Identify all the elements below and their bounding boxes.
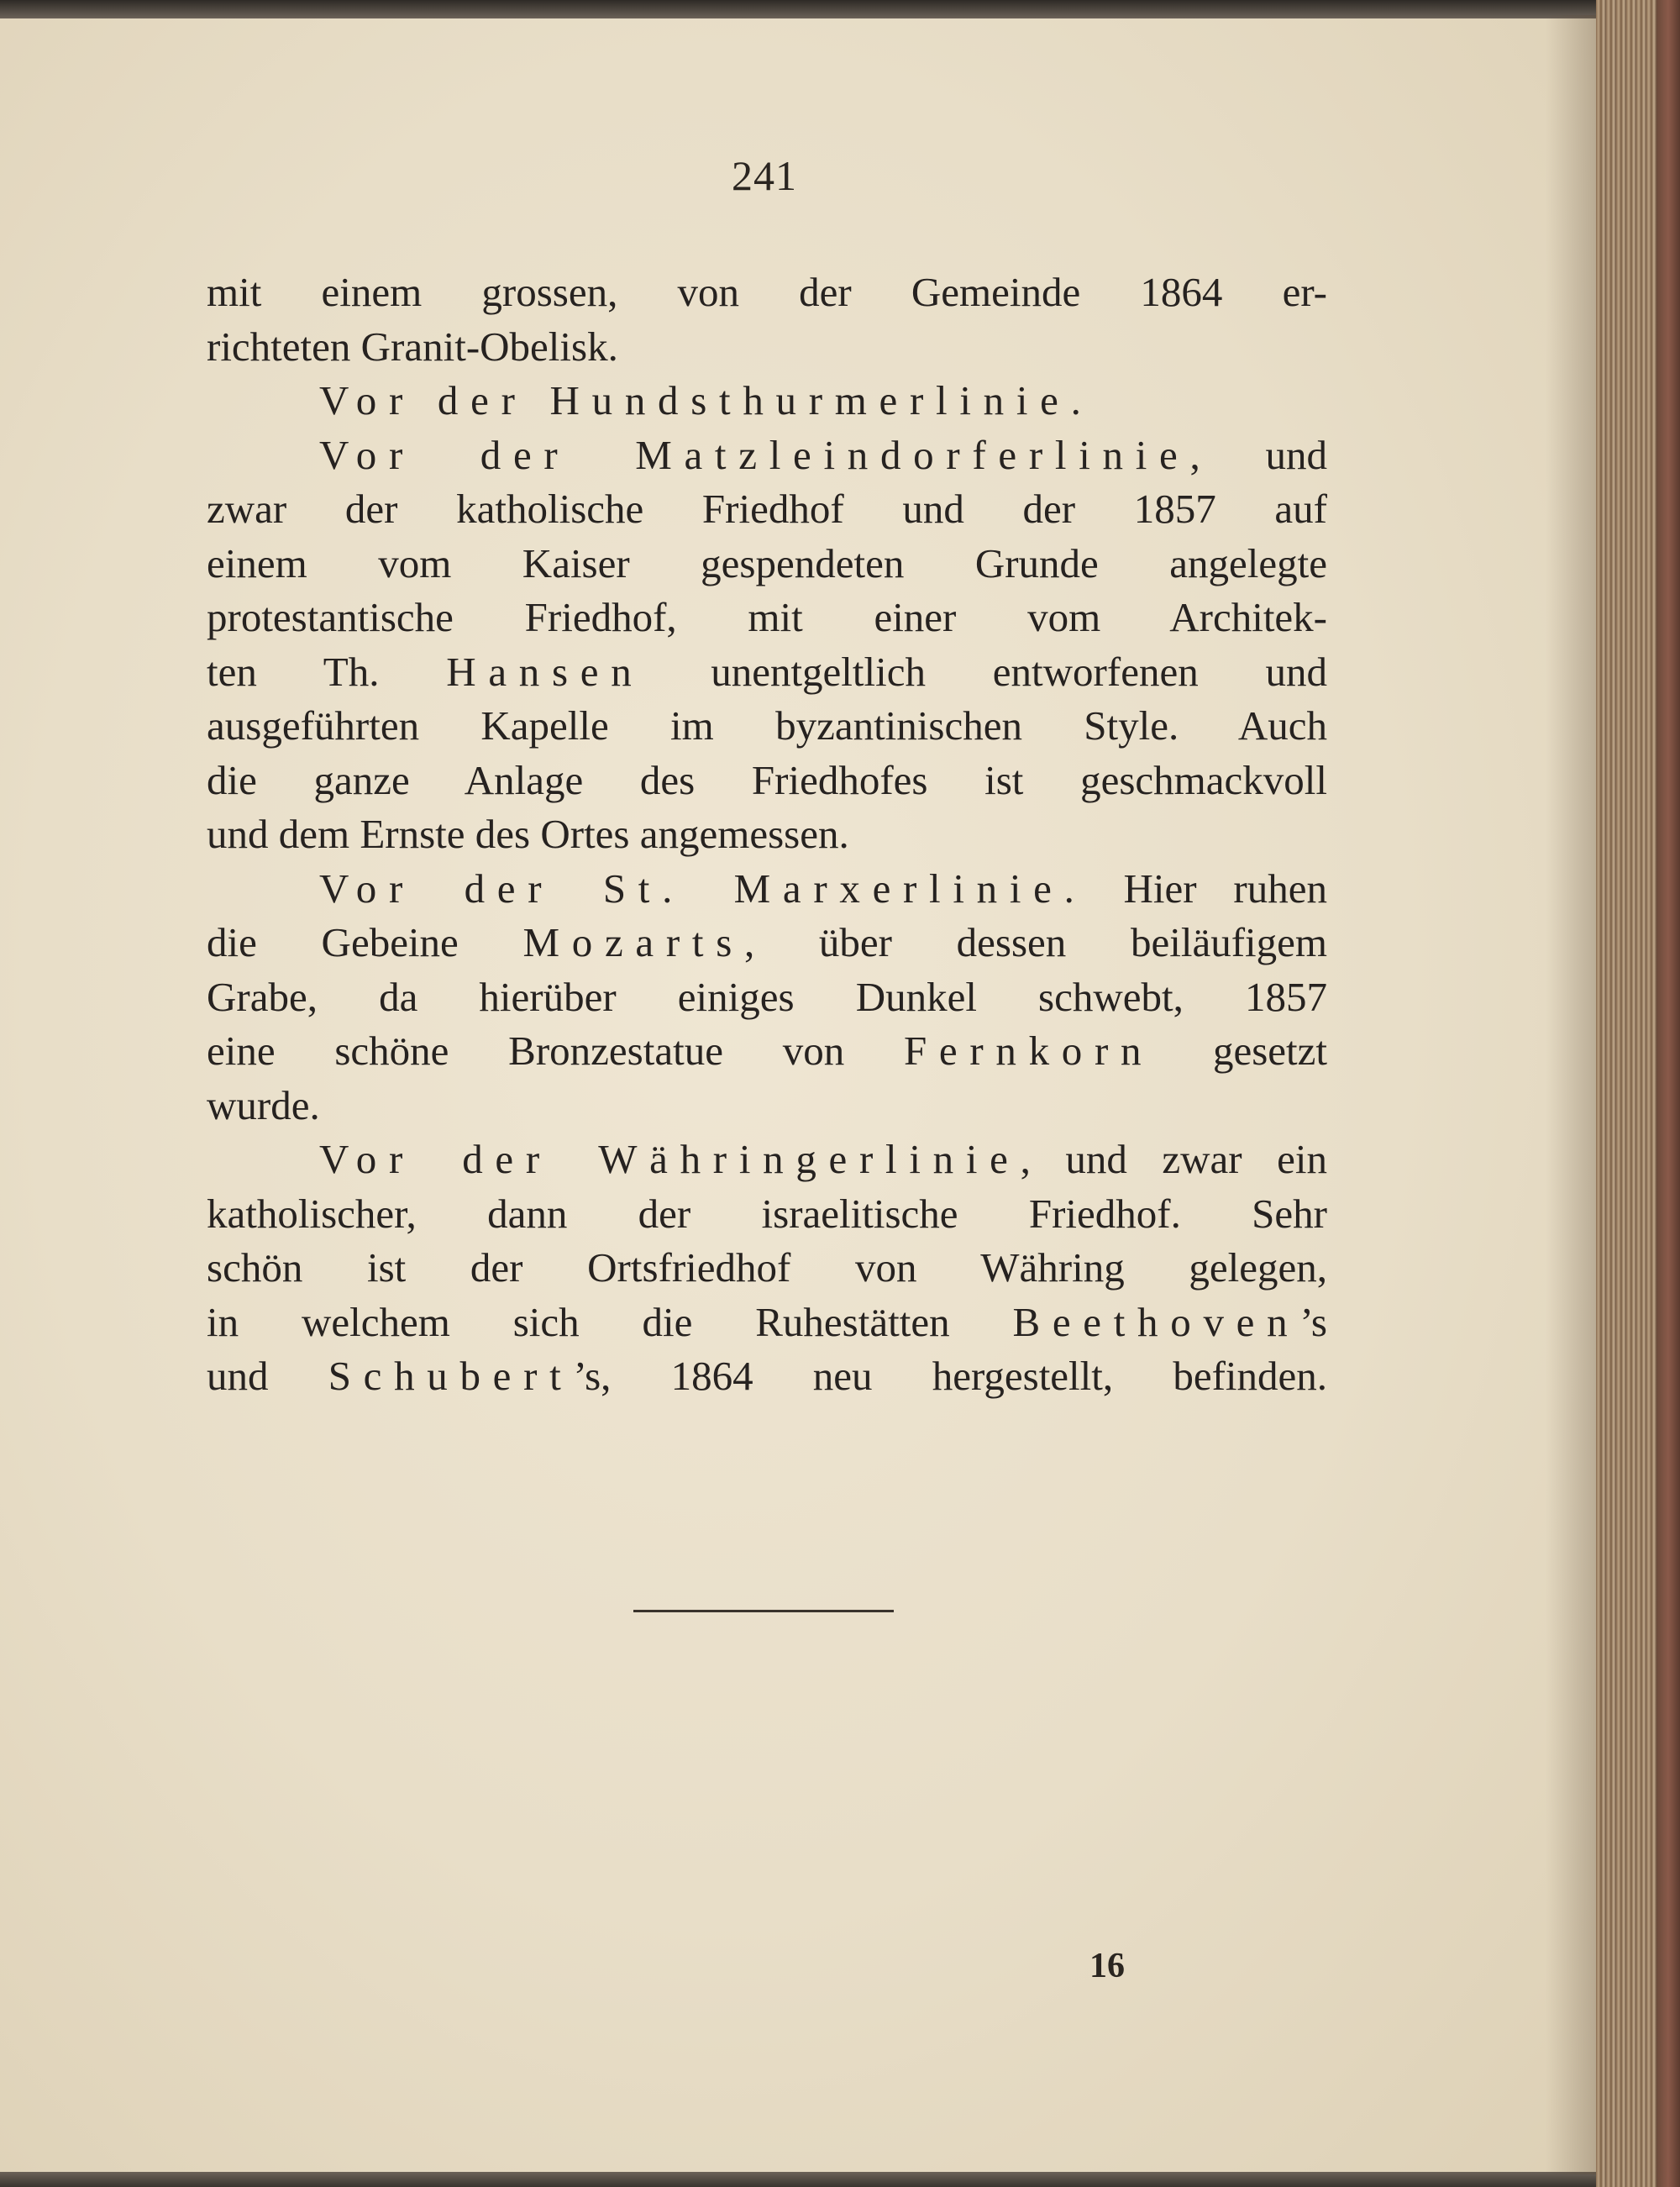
line-text: , über dessen beiläufigem xyxy=(743,919,1328,965)
body-text xyxy=(207,265,1327,1404)
line-text: richteten Granit-Obelisk. xyxy=(207,323,618,370)
spaced-name: Fernkorn xyxy=(903,1028,1154,1074)
line-text: wurde. xyxy=(207,1081,320,1128)
line-text: einem vom Kaiser gespendeten Grunde angelegte xyxy=(207,539,1327,586)
text-line xyxy=(207,374,1327,428)
text-line xyxy=(207,1349,1327,1404)
text-line xyxy=(207,970,1327,1025)
text-line xyxy=(207,428,1327,483)
text-line xyxy=(207,591,1327,645)
text-line xyxy=(207,807,1327,862)
text-line xyxy=(207,754,1327,808)
text-line xyxy=(207,265,1327,320)
spaced-name: Mozarts xyxy=(522,919,744,965)
page-number: 241 xyxy=(732,152,797,199)
line-text: schön ist der Ortsfriedhof von Währing gelegen, xyxy=(207,1244,1327,1291)
line-text: Grabe, da hierüber einiges Dunkel schwebt, 1857 xyxy=(207,973,1327,1020)
line-text: unentgeltlich entworfenen und xyxy=(643,648,1327,695)
line-text: Hier ruhen xyxy=(1086,865,1327,912)
line-text: ten Th. xyxy=(207,648,447,695)
line-text: protestantische Friedhof, mit einer vom Architek- xyxy=(207,594,1327,640)
section-end-rule xyxy=(633,1610,894,1612)
spaced-name: Beethoven xyxy=(1012,1298,1300,1345)
text-line xyxy=(207,1241,1327,1296)
line-text: ausgeführten Kapelle im byzantinischen Style. Auch xyxy=(207,702,1327,749)
line-text: ’s xyxy=(1299,1298,1327,1345)
top-edge xyxy=(0,0,1596,18)
line-text: die ganze Anlage des Friedhofes ist geschmackvoll xyxy=(207,756,1327,803)
line-text: und dem Ernste des Ortes angemessen. xyxy=(207,811,849,857)
line-text: eine schöne Bronzestatue von xyxy=(207,1028,904,1074)
spaced-name: Hansen xyxy=(446,648,644,695)
line-text: zwar der katholische Friedhof und der 1857 auf xyxy=(207,486,1327,532)
text-line xyxy=(207,482,1327,537)
text-line xyxy=(207,537,1327,591)
line-text: katholischer, dann der israelitische Friedhof. Sehr xyxy=(207,1190,1327,1237)
spaced-heading: Vor der St. Marxerlinie. xyxy=(319,865,1087,912)
line-text: gesetzt xyxy=(1153,1028,1328,1074)
line-text: mit einem grossen, von der Gemeinde 1864 er- xyxy=(207,269,1327,315)
text-line xyxy=(207,1024,1327,1079)
line-text: in welchem sich die Ruhestätten xyxy=(207,1298,1013,1345)
line-text: die Gebeine xyxy=(207,919,523,965)
text-line xyxy=(207,1187,1327,1242)
text-line xyxy=(207,916,1327,970)
spaced-heading: Vor der Währingerlinie xyxy=(319,1136,1021,1182)
bottom-edge xyxy=(0,2172,1604,2187)
text-line xyxy=(207,1133,1327,1187)
text-line xyxy=(207,699,1327,754)
book-cover-edge xyxy=(1656,0,1680,2187)
spaced-heading: Vor der Matzleindorferlinie, xyxy=(319,431,1213,478)
line-text: und xyxy=(1212,431,1328,478)
line-text: , und zwar ein xyxy=(1020,1136,1327,1182)
text-line xyxy=(207,645,1327,700)
spaced-heading: Vor der Hundsthurmerlinie. xyxy=(319,377,1094,423)
text-line xyxy=(207,320,1327,375)
line-text: und xyxy=(207,1353,328,1399)
text-line xyxy=(207,1079,1327,1133)
spaced-name: Schubert xyxy=(328,1353,574,1399)
text-line xyxy=(207,862,1327,917)
signature-mark: 16 xyxy=(1089,1947,1125,1985)
line-text: ’s, 1864 neu hergestellt, befinden. xyxy=(573,1353,1328,1399)
text-line xyxy=(207,1296,1327,1350)
